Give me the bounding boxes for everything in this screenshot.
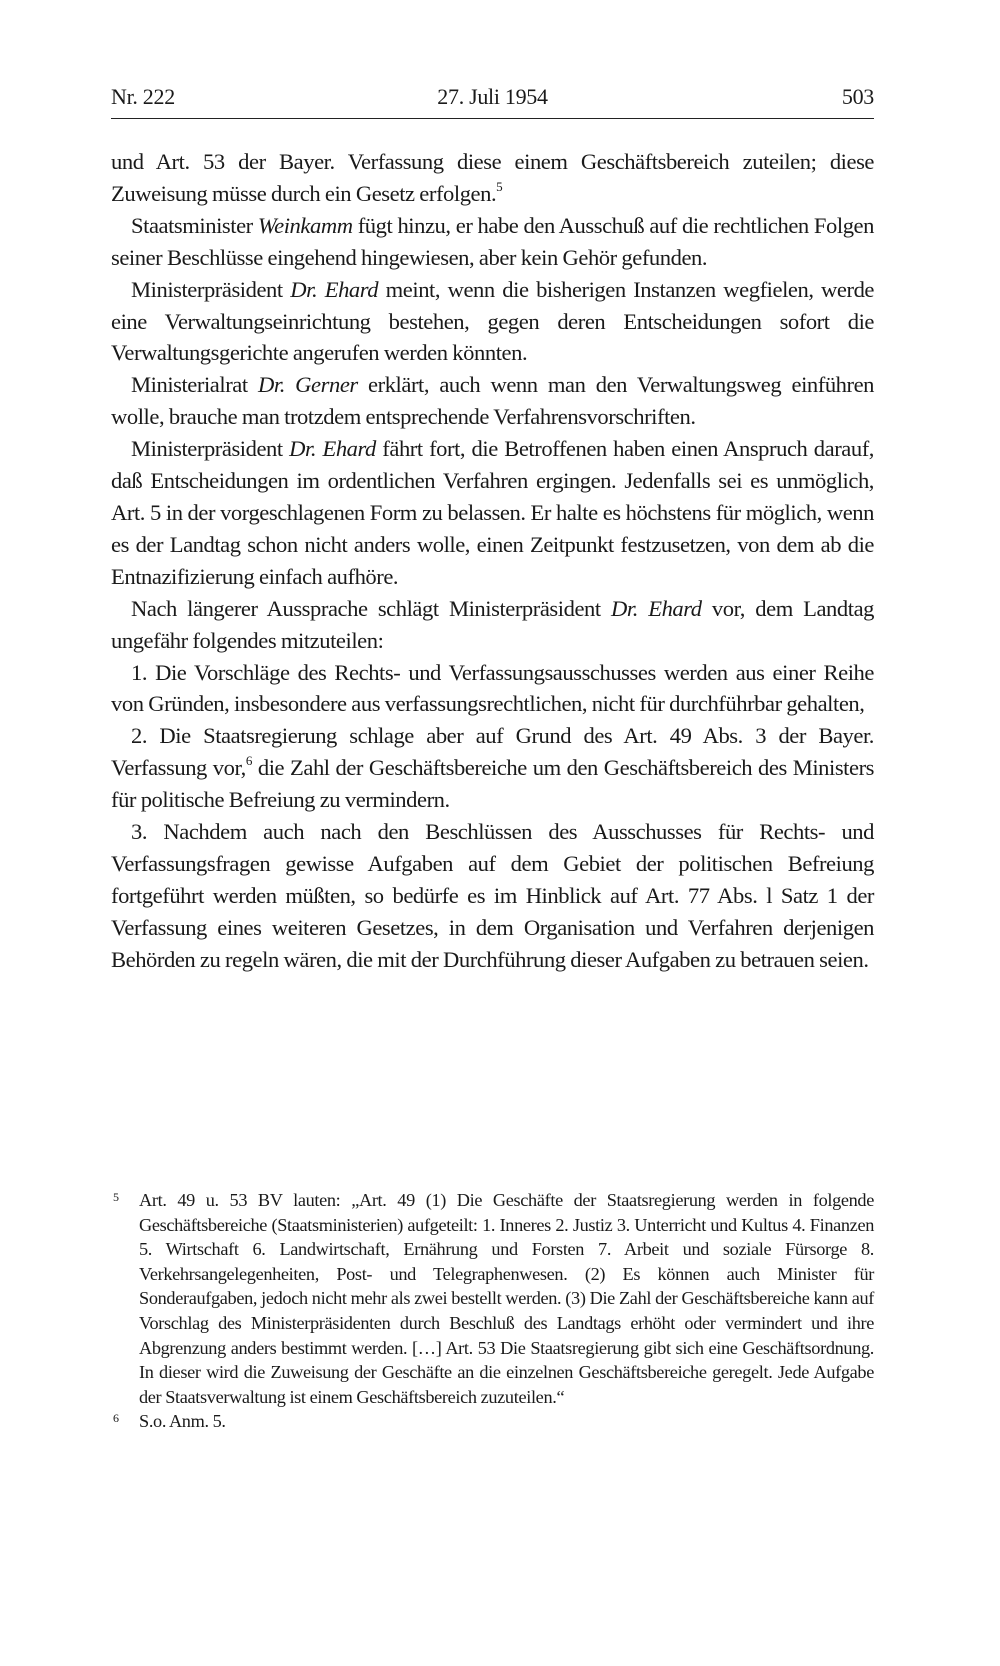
footnote-number: 6 [113, 1411, 119, 1426]
paragraph: und Art. 53 der Bayer. Verfassung diese einem Geschäftsbereich zuteilen; diese Zuweisung müsse durch ein Gesetz erfolgen.$^5$ [111, 149, 874, 206]
person-name: Dr. Ehard [289, 436, 376, 462]
paragraph: Ministerialrat Dr. Gerner erklärt, auch wenn man den Verwaltungsweg einführen wolle, brauche man trotzdem entsprechende Verfahrensvorschriften. [111, 372, 875, 430]
paragraph: Staatsminister Weinkamm fügt hinzu, er habe den Ausschuß auf die rechtlichen Folgen seiner Beschlüsse eingehend hingewiesen, aber kein Gehör gefunden. [111, 212, 874, 270]
person-name: Dr. Ehard [290, 276, 379, 302]
footnote-number: 5 [113, 1190, 119, 1204]
footnotes [111, 1188, 874, 1434]
document-number: Nr. 222 [111, 84, 175, 109]
page-number: 503 [841, 84, 874, 109]
footnote-text: Art. 49 u. 53 BV lauten: „Art. 49 (1) Die Geschäfte der Staatsregierung werden in folgende Geschäftsbereiche (Staatsministerien) aufgeteilt: 1. Inneres 2. Justiz 3. Unterricht und Kultus 4. Finanzen 5. Wirtschaft 6. Landwirtschaft, Ernährung und Forsten 7. Arbeit und soziale Fürsorge 8. Verkehrsangelegenheiten, Post- und Telegraphenwesen. (2) Es können auch Minister für Sonderaufgaben, jedoch nicht mehr als zwei bestellt werden. (3) Die Zahl der Geschäftsbereiche kann auf Vorschlag des Ministerpräsidenten durch Beschluß des Landtags erhöht oder vermindert und ihre Abgrenzung anders bestimmt werden. […] Art. 53 Die Staatsregierung gibt sich eine Geschäftsordnung. In dieser wird die Zuweisung der Geschäfte an die einzelnen Geschäftsbereiche geregelt. Jede Aufgabe der Staatsverwaltung ist einem Geschäftsbereich zuzuteilen.“ [139, 1190, 874, 1407]
numbered-paragraph: 2. Die Staatsregierung schlage aber auf Grund des Art. 49 Abs. 3 der Bayer. Verfassung vor,$^6$ die Zahl der Geschäftsbereiche um den Geschäftsbereich des Ministers für politische Befreiung zu vermindern. [111, 723, 875, 813]
running-header [111, 84, 874, 119]
paragraph: Ministerpräsident Dr. Ehard meint, wenn die bisherigen Instanzen wegfielen, werde eine Verwaltungseinrichtung bestehen, gegen deren Entscheidungen sofort die Verwaltungsgerichte angerufen werden könnten. [111, 276, 875, 366]
footnote-ref[interactable]: 5 [496, 179, 503, 195]
document-date: 27. Juli 1954 [437, 84, 548, 109]
footnote-ref[interactable]: 6 [245, 753, 252, 769]
paragraph: Nach längerer Aussprache schlägt Ministerpräsident Dr. Ehard vor, dem Landtag ungefähr folgendes mitzuteilen: [111, 595, 875, 653]
main-text [111, 146, 874, 976]
footnote [111, 1409, 874, 1434]
footnote [111, 1188, 874, 1409]
paragraph: Ministerpräsident Dr. Ehard fährt fort, die Betroffenen haben einen Anspruch darauf, daß Entscheidungen im ordentlichen Verfahren ergingen. Jedenfalls sei es unmöglich, Art. 5 in der vorgeschlagenen Form zu belassen. Er halte es höchstens für möglich, wenn es der Landtag schon nicht anders wolle, einen Zeitpunkt festzusetzen, von dem ab die Entnazifizierung einfach aufhöre. [111, 436, 874, 589]
numbered-paragraph: 1. Die Vorschläge des Rechts- und Verfassungsausschusses werden aus einer Reihe von Gründen, insbesondere aus verfassungsrechtlichen, nicht für durchführbar gehalten, [111, 659, 874, 717]
person-name: Dr. Gerner [257, 372, 358, 398]
person-name: Weinkamm [257, 212, 353, 238]
person-name: Dr. Ehard [611, 595, 702, 621]
numbered-paragraph: 3. Nachdem auch nach den Beschlüssen des Ausschusses für Rechts- und Verfassungsfragen gewisse Aufgaben auf dem Gebiet der politischen Befreiung fortgeführt werden müßten, so bedürfe es im Hinblick auf Art. 77 Abs. l Satz 1 der Verfassung eines weiteren Gesetzes, in dem Organisation und Verfahren derjenigen Behörden zu regeln wären, die mit der Durchführung dieser Aufgaben zu betrauen seien. [111, 819, 874, 972]
footnote-text: S.o. Anm. 5. [139, 1411, 226, 1432]
